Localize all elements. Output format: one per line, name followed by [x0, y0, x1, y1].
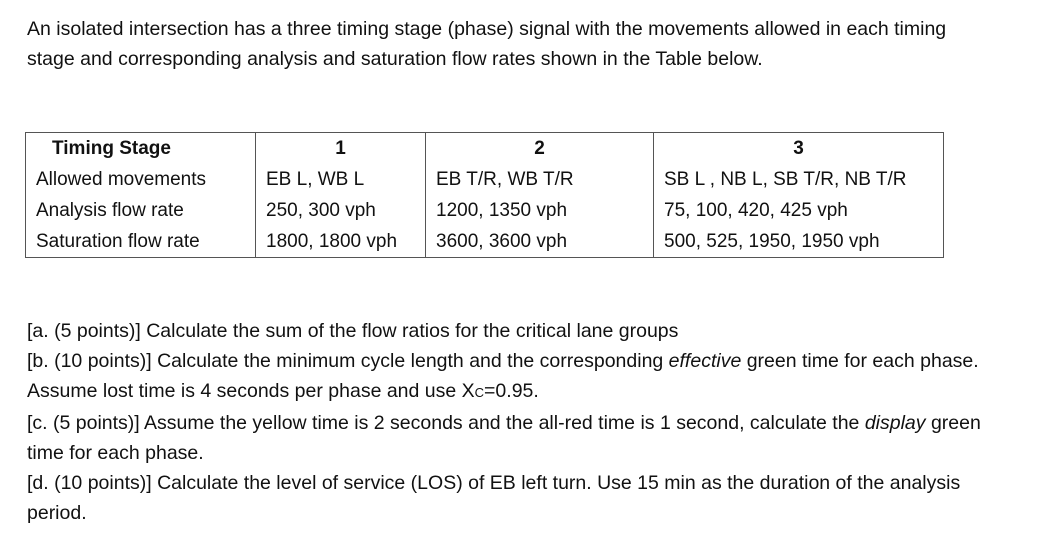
table-cell: SB L , NB L, SB T/R, NB T/R	[654, 164, 944, 195]
table-cell: 250, 300 vph	[256, 195, 426, 226]
problem-intro: An isolated intersection has a three timing stage (phase) signal with the movements allowed in each timing stage and corresponding analysis and saturation flow rates shown in the Table below.	[27, 18, 947, 70]
question-b-text-before: [b. (10 points)] Calculate the minimum cycle length and the corresponding	[27, 350, 669, 372]
table-row	[26, 164, 944, 195]
question-b	[27, 346, 1002, 408]
question-list	[27, 316, 1002, 528]
table-row	[26, 195, 944, 226]
table-cell: 3600, 3600 vph	[426, 226, 654, 258]
row-label-saturation-flow-rate: Saturation flow rate	[26, 226, 256, 258]
header-stage-1: 1	[256, 133, 426, 165]
question-c-text-after: green time for each phase.	[27, 412, 981, 464]
table-row	[26, 226, 944, 258]
question-b-text-mid: green time for each phase. Assume lost time is 4 seconds per phase and use X	[27, 350, 979, 402]
table-cell: 75, 100, 420, 425 vph	[654, 195, 944, 226]
question-c-emphasis: display	[864, 412, 926, 434]
question-c-text-before: [c. (5 points)] Assume the yellow time is 2 seconds and the all-red time is 1 second, calculate the	[27, 412, 865, 434]
header-stage-3: 3	[654, 133, 944, 165]
table-cell: EB L, WB L	[256, 164, 426, 195]
question-d	[27, 468, 1002, 528]
question-a-text: [a. (5 points)] Calculate the sum of the flow ratios for the critical lane groups	[27, 320, 679, 342]
table-cell: 500, 525, 1950, 1950 vph	[654, 226, 944, 258]
table-cell: 1200, 1350 vph	[426, 195, 654, 226]
question-c	[27, 408, 1002, 468]
question-a	[27, 316, 1002, 346]
timing-stage-table	[25, 132, 944, 258]
question-b-emphasis: effective	[668, 350, 742, 372]
question-b-subscript: C	[474, 385, 485, 400]
table-header-row	[26, 133, 944, 165]
header-stage-2: 2	[426, 133, 654, 165]
row-label-analysis-flow-rate: Analysis flow rate	[26, 195, 256, 226]
header-timing-stage: Timing Stage	[26, 133, 256, 165]
row-label-allowed-movements: Allowed movements	[26, 164, 256, 195]
table-cell: EB T/R, WB T/R	[426, 164, 654, 195]
question-d-text: [d. (10 points)] Calculate the level of service (LOS) of EB left turn. Use 15 min as the duration of the analysis period.	[27, 472, 961, 524]
question-b-text-after: =0.95.	[484, 380, 539, 402]
table-cell: 1800, 1800 vph	[256, 226, 426, 258]
